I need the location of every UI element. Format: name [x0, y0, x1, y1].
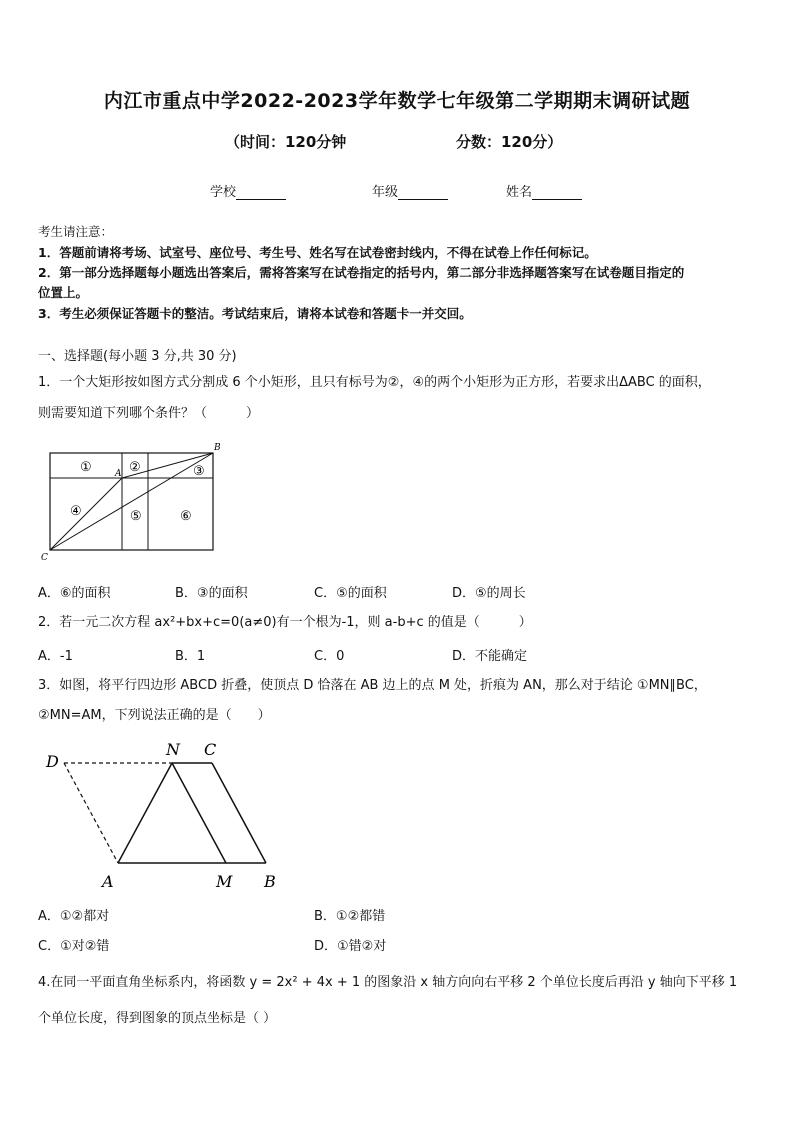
q3-option-d: D．①错②对	[314, 939, 387, 954]
point-a-label: A	[115, 469, 122, 479]
q3-option-c: C．①对②错	[38, 939, 110, 954]
point-m-label: M	[216, 872, 233, 891]
q2-option-c: C．0	[314, 649, 345, 664]
point-b-label: B	[214, 443, 221, 453]
q3-option-a: A．①②都对	[38, 909, 110, 924]
notice-item: 1．答题前请将考场、试室号、座位号、考生号、姓名写在试卷密封线内，不得在试卷上作任何标记。	[38, 245, 597, 260]
name-field	[506, 181, 582, 200]
rect-label-4: ④	[70, 504, 82, 519]
name-blank	[532, 185, 582, 200]
point-c-label: C	[204, 740, 217, 759]
section-heading: 一、选择题(每小题 3 分,共 30 分)	[38, 349, 237, 364]
question-3-figure	[38, 735, 298, 895]
rect-label-1: ①	[80, 460, 92, 475]
notice-item: 位置上。	[38, 285, 89, 300]
q1-option-d: D．⑤的周长	[452, 586, 526, 601]
page-title: 内江市重点中学2022-2023学年数学七年级第二学期期末调研试题	[103, 90, 691, 112]
grade-blank	[398, 185, 448, 200]
point-d-label: D	[46, 752, 59, 771]
school-blank	[236, 185, 286, 200]
question-3-line-1: 3．如图，将平行四边形 ABCD 折叠，使顶点 D 恰落在 AB 边上的点 M 处，折痕为 AN，那么对于结论 ①MN∥BC，	[38, 678, 707, 693]
notice-item: 3．考生必须保证答题卡的整洁。考试结束后，请将本试卷和答题卡一并交回。	[38, 306, 472, 321]
notice-item: 2．第一部分选择题每小题选出答案后，需将答案写在试卷指定的括号内，第二部分非选择题答案写在试卷题目指定的	[38, 265, 685, 280]
notice-heading: 考生请注意：	[38, 224, 114, 239]
rect-label-2: ②	[129, 460, 141, 475]
rect-label-5: ⑤	[130, 509, 142, 524]
point-a-label: A	[102, 872, 114, 891]
point-b-label: B	[264, 872, 276, 891]
grade-field	[372, 181, 448, 200]
exam-score: 分数：120分）	[456, 133, 563, 151]
point-n-label: N	[166, 740, 180, 759]
q2-option-b: B．1	[175, 649, 206, 664]
name-label: 姓名	[506, 185, 533, 200]
question-2-line-1: 2．若一元二次方程 ax²+bx+c=0(a≠0)有一个根为-1，则 a-b+c 的值是（ ）	[38, 615, 532, 630]
question-3-line-2: ②MN=AM，下列说法正确的是（ ）	[38, 708, 271, 723]
grade-label: 年级	[372, 185, 399, 200]
q2-option-d: D．不能确定	[452, 649, 528, 664]
question-1-figure	[38, 440, 228, 565]
question-1-line-2: 则需要知道下列哪个条件？（ ）	[38, 406, 260, 421]
school-label: 学校	[210, 185, 237, 200]
question-1-line-1: 1．一个大矩形按如图方式分割成 6 个小矩形，且只有标号为②，④的两个小矩形为正方形，若要求出ΔABC 的面积，	[38, 375, 711, 390]
school-field	[210, 181, 286, 200]
q1-option-b: B．③的面积	[175, 586, 248, 601]
q3-option-b: B．①②都错	[314, 909, 386, 924]
question-4-line-1: 4.在同一平面直角坐标系内，将函数 y = 2x² + 4x + 1 的图象沿 x 轴方向向右平移 2 个单位长度后再沿 y 轴向下平移 1	[38, 975, 738, 990]
q2-option-a: A．-1	[38, 649, 73, 664]
rect-label-3: ③	[193, 464, 205, 479]
rect-label-6: ⑥	[180, 509, 192, 524]
point-c-label: C	[41, 553, 48, 563]
q1-option-a: A．⑥的面积	[38, 586, 111, 601]
question-4-line-2: 个单位长度，得到图象的顶点坐标是（ ）	[38, 1011, 277, 1026]
exam-time: （时间：120分钟	[225, 133, 347, 151]
q1-option-c: C．⑤的面积	[314, 586, 387, 601]
